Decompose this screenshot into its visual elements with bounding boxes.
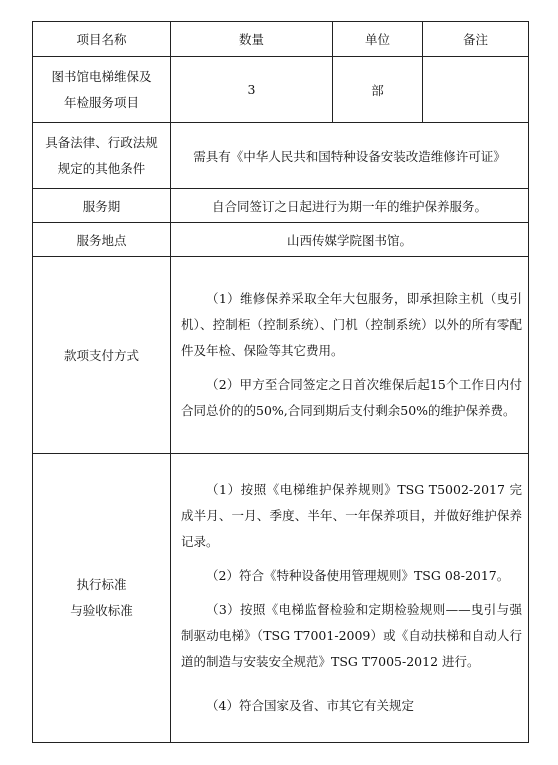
item-row: [33, 57, 529, 123]
payment-terms: [171, 257, 529, 454]
item-name-line2: 年检服务项目: [63, 94, 139, 110]
standards-label-line2: 与验收标准: [70, 603, 133, 618]
item-qty: 3: [171, 57, 333, 123]
payment-clause-1: （1）维修保养采取全年大包服务，即承担除主机（曳引机）、控制柜（控制系统）、门机（控制系统）以外的所有零配件及年检、保险等其它费用。: [181, 291, 522, 358]
item-name-line1: 图书馆电梯维保及: [51, 68, 152, 84]
item-unit: 部: [333, 57, 423, 123]
standards-label: [33, 454, 171, 743]
period-label: 服务期: [33, 189, 171, 223]
standards-clause-2: （2）符合《特种设备使用管理规则》TSG 08-2017。: [206, 568, 510, 583]
period-value: 自合同签订之日起进行为期一年的维护保养服务。: [171, 189, 529, 223]
period-row: [33, 189, 529, 223]
payment-label: 款项支付方式: [33, 257, 171, 454]
standards-terms: [171, 454, 529, 743]
header-row: [33, 22, 529, 57]
item-note: [423, 57, 529, 123]
standards-label-line1: 执行标准: [76, 577, 127, 592]
header-note: 备注: [423, 22, 529, 57]
location-row: [33, 223, 529, 257]
legal-label-line1: 具备法律、行政法规: [45, 134, 158, 150]
header-unit: 单位: [333, 22, 423, 57]
standards-row: [33, 454, 529, 743]
standards-clause-4: （4）符合国家及省、市其它有关规定: [206, 698, 414, 713]
location-value: 山西传媒学院图书馆。: [171, 223, 529, 257]
item-name: [33, 57, 171, 123]
payment-clause-2: （2）甲方至合同签定之日首次维保后起15个工作日内付合同总价的的50%,合同到期后支付剩余50%的维护保养费。: [181, 377, 522, 418]
standards-clause-3: （3）按照《电梯监督检验和定期检验规则——曳引与强制驱动电梯》（TSG T7001-2009）或《自动扶梯和自动人行道的制造与安装安全规范》TSG T7005-2012 进行。: [181, 602, 522, 669]
legal-row: [33, 123, 529, 189]
legal-label: [33, 123, 171, 189]
legal-value: 需具有《中华人民共和国特种设备安装改造维修许可证》: [171, 123, 529, 189]
location-label: 服务地点: [33, 223, 171, 257]
header-name: 项目名称: [33, 22, 171, 57]
standards-clause-1: （1）按照《电梯维护保养规则》TSG T5002-2017 完成半月、一月、季度、半年、一年保养项目，并做好维护保养记录。: [181, 482, 522, 549]
payment-row: [33, 257, 529, 454]
header-qty: 数量: [171, 22, 333, 57]
service-spec-table: [32, 21, 529, 743]
legal-label-line2: 规定的其他条件: [57, 160, 146, 176]
